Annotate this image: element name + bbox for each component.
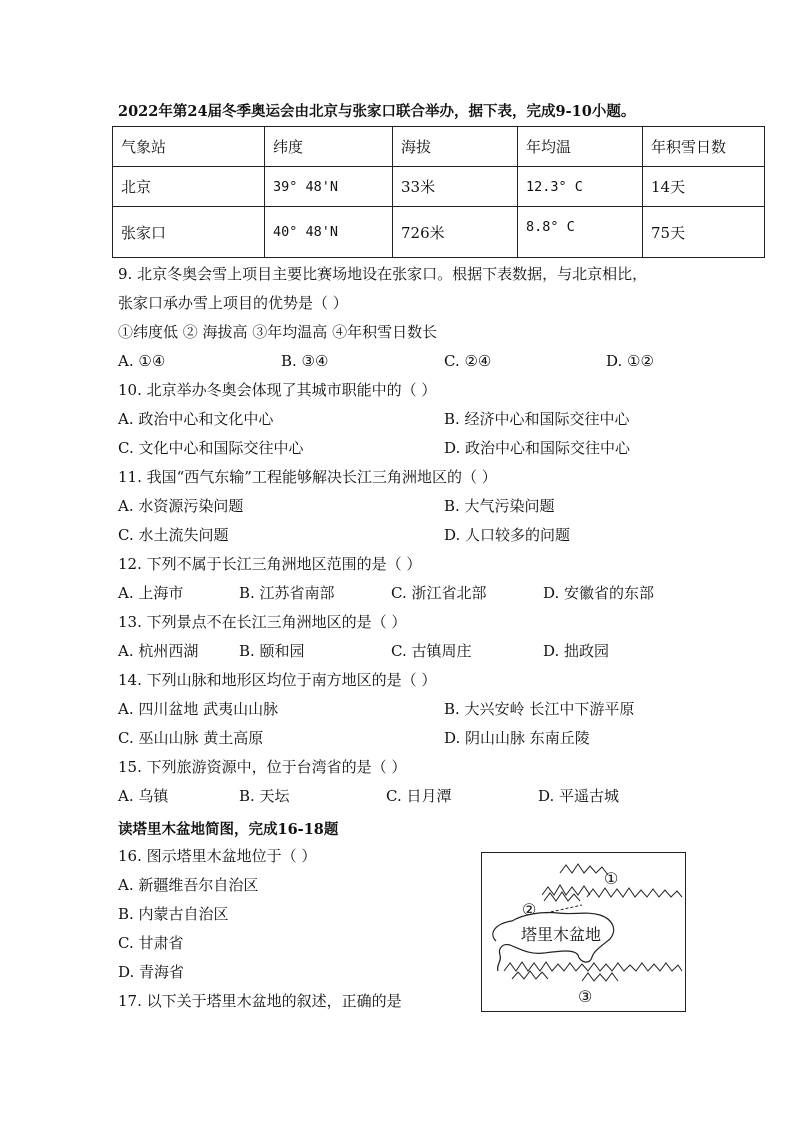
option-b: B. 江苏省南部	[239, 584, 335, 602]
question-9-items: ①纬度低 ② 海拔高 ③年均温高 ④年积雪日数长	[118, 323, 438, 341]
option-c: C. 古镇周庄	[391, 642, 472, 660]
marker-3: ③	[578, 987, 593, 1006]
option-c: C. 巫山山脉 黄土高原	[118, 729, 264, 747]
option-a: A. 乌镇	[118, 787, 169, 805]
option-d: D. ①②	[606, 352, 654, 370]
option-b: B. 大兴安岭 长江中下游平原	[444, 700, 635, 718]
option-c: C. 水土流失问题	[118, 526, 229, 544]
question-16-stem: 16. 图示塔里木盆地位于（ ）	[118, 847, 317, 865]
section-heading: 读塔里木盆地简图，完成16-18题	[118, 821, 339, 838]
table-cell: 北京	[113, 167, 265, 207]
table-header-row	[113, 127, 765, 167]
option-a: A. 新疆维吾尔自治区	[118, 876, 259, 894]
option-a: A. 杭州西湖	[118, 642, 199, 660]
option-a: A. 水资源污染问题	[118, 497, 244, 515]
option-a: A. 上海市	[118, 584, 184, 602]
option-c: C. 日月潭	[386, 787, 452, 805]
northwest-mountains	[560, 864, 608, 875]
option-d: D. 人口较多的问题	[444, 526, 571, 544]
table-cell: 726米	[393, 207, 518, 258]
option-c: C. 甘肃省	[118, 934, 184, 952]
header-cell: 气象站	[113, 127, 265, 167]
question-9-stem: 9. 北京冬奥会雪上项目主要比赛场地设在张家口。根据下表数据，与北京相比，	[118, 265, 648, 283]
option-b: B. 经济中心和国际交往中心	[444, 410, 630, 428]
header-cell: 年积雪日数	[643, 127, 765, 167]
basin-label: 塔里木盆地	[521, 925, 602, 944]
weather-station-table	[112, 126, 765, 258]
table-cell: 张家口	[113, 207, 265, 258]
option-d: D. 拙政园	[543, 642, 610, 660]
table-cell: 33米	[393, 167, 518, 207]
question-17-stem: 17. 以下关于塔里木盆地的叙述，正确的是	[118, 992, 402, 1010]
marker-2: ②	[522, 900, 537, 919]
option-c: C. 文化中心和国际交往中心	[118, 439, 304, 457]
intro-heading: 2022年第24届冬季奥运会由北京与张家口联合举办，据下表，完成9-10小题。	[118, 103, 636, 120]
option-b: B. 天坛	[239, 787, 290, 805]
table-cell: 8.8° C	[518, 207, 643, 258]
southern-mountains	[504, 962, 682, 981]
option-d: D. 阴山山脉 东南丘陵	[444, 729, 590, 747]
question-9-stem-cont: 张家口承办雪上项目的优势是（ ）	[118, 294, 348, 312]
option-a: A. 四川盆地 武夷山山脉	[118, 700, 279, 718]
table-cell: 12.3° C	[518, 167, 643, 207]
dashed-route	[546, 905, 582, 913]
table-cell: 40° 48'N	[265, 207, 393, 258]
header-cell: 年均温	[518, 127, 643, 167]
table-cell: 14天	[643, 167, 765, 207]
option-a: A. 政治中心和文化中心	[118, 410, 274, 428]
table-cell: 39° 48'N	[265, 167, 393, 207]
question-15-stem: 15. 下列旅游资源中，位于台湾省的是（ ）	[118, 758, 407, 776]
table-row	[113, 167, 765, 207]
option-c: C. 浙江省北部	[391, 584, 487, 602]
table-row	[113, 207, 765, 258]
option-d: D. 安徽省的东部	[543, 584, 655, 602]
option-d: D. 青海省	[118, 963, 185, 981]
option-b: B. 内蒙古自治区	[118, 905, 229, 923]
header-cell: 纬度	[265, 127, 393, 167]
option-c: C. ②④	[444, 352, 492, 370]
question-10-stem: 10. 北京举办冬奥会体现了其城市职能中的（ ）	[118, 381, 437, 399]
option-d: D. 平遥古城	[538, 787, 620, 805]
question-12-stem: 12. 下列不属于长江三角洲地区范围的是（ ）	[118, 555, 422, 573]
tarim-basin-map	[481, 852, 686, 1012]
question-14-stem: 14. 下列山脉和地形区均位于南方地区的是（ ）	[118, 671, 437, 689]
header-cell: 海拔	[393, 127, 518, 167]
table-cell: 75天	[643, 207, 765, 258]
option-b: B. 颐和园	[239, 642, 305, 660]
option-a: A. ①④	[118, 352, 166, 370]
option-b: B. 大气污染问题	[444, 497, 555, 515]
option-d: D. 政治中心和国际交往中心	[444, 439, 631, 457]
question-11-stem: 11. 我国“西气东输”工程能够解决长江三角洲地区的（ ）	[118, 468, 497, 486]
option-b: B. ③④	[281, 352, 329, 370]
question-13-stem: 13. 下列景点不在长江三角洲地区的是（ ）	[118, 613, 407, 631]
marker-1: ①	[604, 869, 619, 888]
